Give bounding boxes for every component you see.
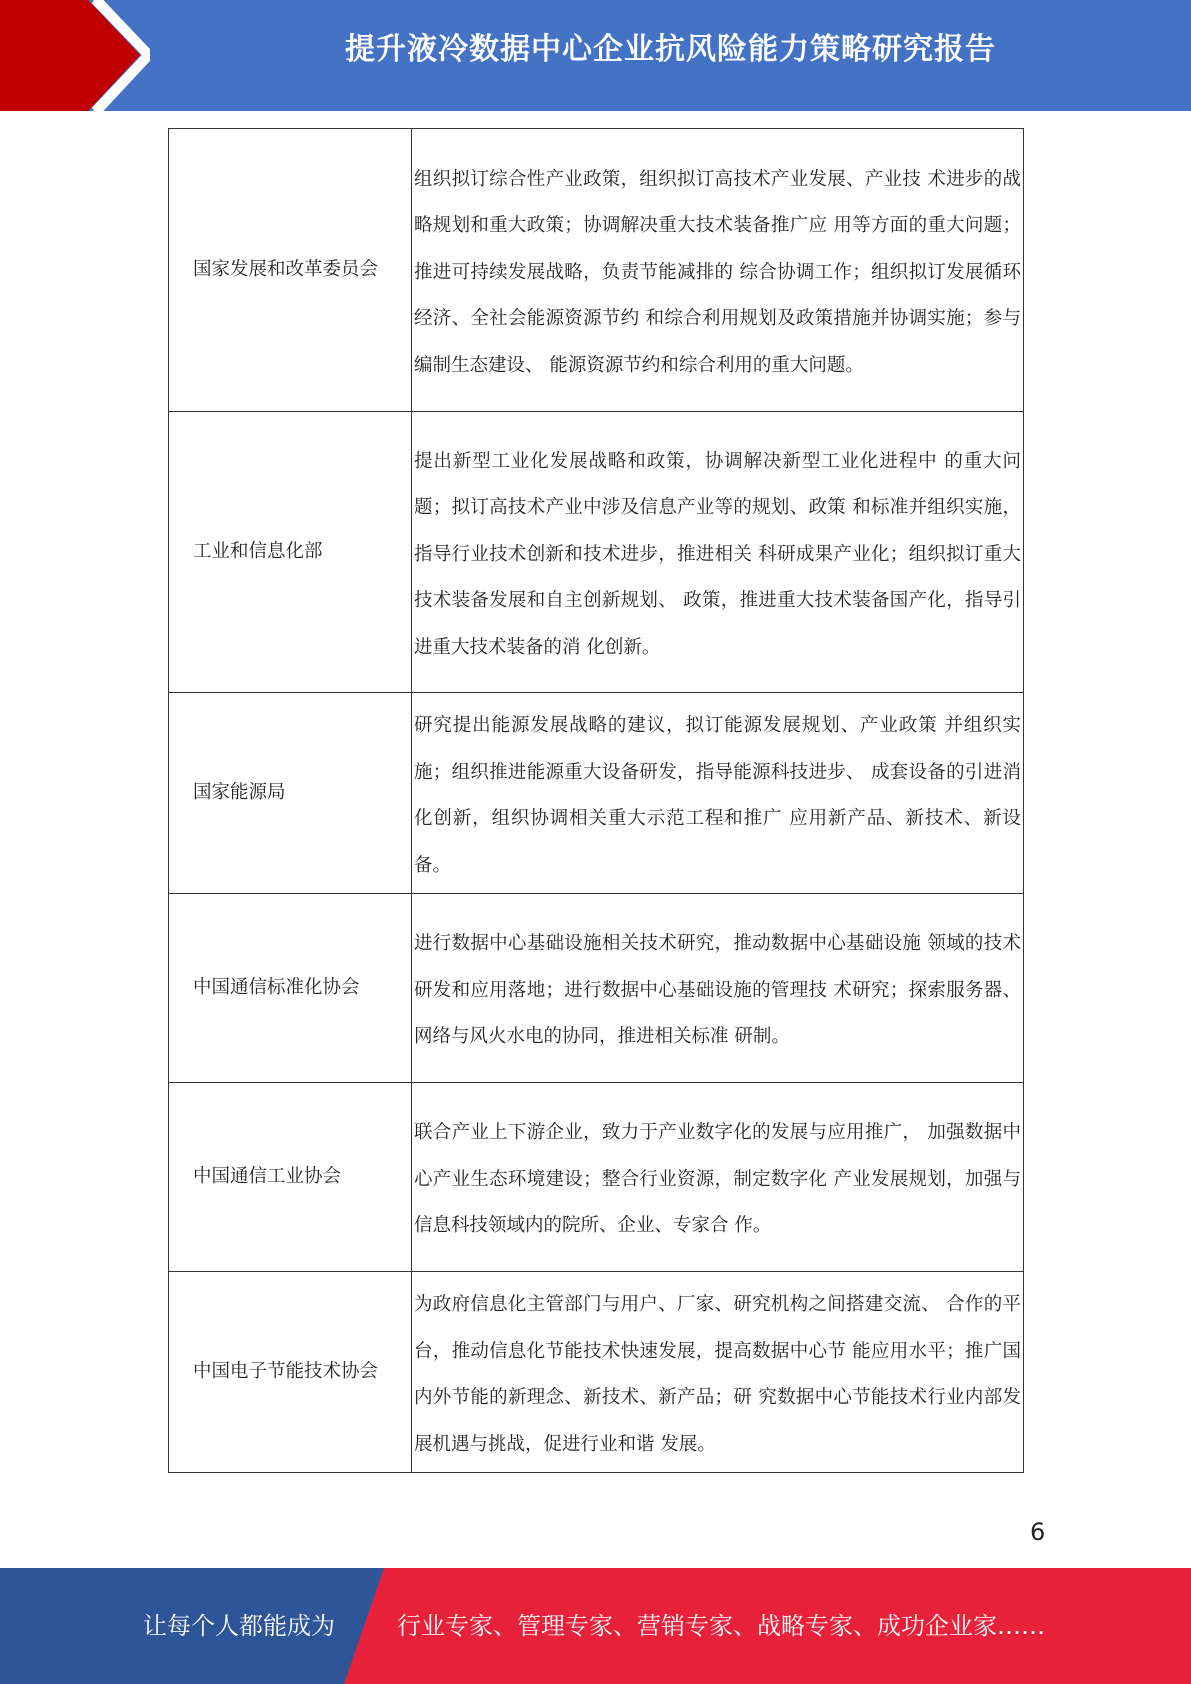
table-row — [169, 1272, 1024, 1473]
footer-slogan-left: 让每个人都能成为 — [143, 1612, 335, 1640]
header-arrow-decoration — [0, 0, 150, 111]
footer-banner — [0, 1568, 1191, 1684]
org-description-cell: 组织拟订综合性产业政策，组织拟订高技术产业发展、产业技 术进步的战略规划和重大政策；协调解决重大技术装备推广应 用等方面的重大问题；推进可持续发展战略，负责节能减排的 综合协调工作；组织拟订发展循环经济、全社会能源资源节约 和综合利用规划及政策措施并协调实施；参与编制生态建设、 能源资源节约和综合利用的重大问题。 — [412, 129, 1024, 412]
org-name-cell: 中国电子节能技术协会 — [169, 1272, 412, 1473]
org-description-cell: 提出新型工业化发展战略和政策，协调解决新型工业化进程中 的重大问题；拟订高技术产业中涉及信息产业等的规划、政策 和标准并组织实施，指导行业技术创新和技术进步，推进相关 科研成果产业化；组织拟订重大技术装备发展和自主创新规划、 政策，推进重大技术装备国产化，指导引进重大技术装备的消 化创新。 — [412, 412, 1024, 693]
footer-slogan-right: 行业专家、管理专家、营销专家、战略专家、成功企业家…… — [397, 1612, 1045, 1640]
org-description-cell: 进行数据中心基础设施相关技术研究，推动数据中心基础设施 领域的技术研发和应用落地；进行数据中心基础设施的管理技 术研究；探索服务器、网络与风火水电的协同，推进相关标准 研制。 — [412, 894, 1024, 1083]
table-row — [169, 693, 1024, 894]
table-row — [169, 412, 1024, 693]
header-banner — [0, 0, 1191, 111]
org-name-cell: 工业和信息化部 — [169, 412, 412, 693]
org-name-cell: 国家发展和改革委员会 — [169, 129, 412, 412]
org-description-cell: 为政府信息化主管部门与用户、厂家、研究机构之间搭建交流、 合作的平台，推动信息化节能技术快速发展，提高数据中心节 能应用水平；推广国内外节能的新理念、新技术、新产品；研 究数据中心节能技术行业内部发展机遇与挑战，促进行业和谐 发展。 — [412, 1272, 1024, 1473]
org-description-cell: 联合产业上下游企业，致力于产业数字化的发展与应用推广， 加强数据中心产业生态环境建设；整合行业资源，制定数字化 产业发展规划，加强与信息科技领域内的院所、企业、专家合 作。 — [412, 1083, 1024, 1272]
org-name-cell: 中国通信标准化协会 — [169, 894, 412, 1083]
org-name-cell: 国家能源局 — [169, 693, 412, 894]
table-row — [169, 894, 1024, 1083]
table-row — [169, 129, 1024, 412]
page-number: 6 — [1030, 1518, 1046, 1546]
table-row — [169, 1083, 1024, 1272]
org-description-cell: 研究提出能源发展战略的建议，拟订能源发展规划、产业政策 并组织实施；组织推进能源重大设备研发，指导能源科技进步、 成套设备的引进消化创新，组织协调相关重大示范工程和推广 应用新产品、新技术、新设备。 — [412, 693, 1024, 894]
organization-table — [168, 128, 1024, 1473]
report-title: 提升液冷数据中心企业抗风险能力策略研究报告 — [345, 32, 996, 67]
org-name-cell: 中国通信工业协会 — [169, 1083, 412, 1272]
